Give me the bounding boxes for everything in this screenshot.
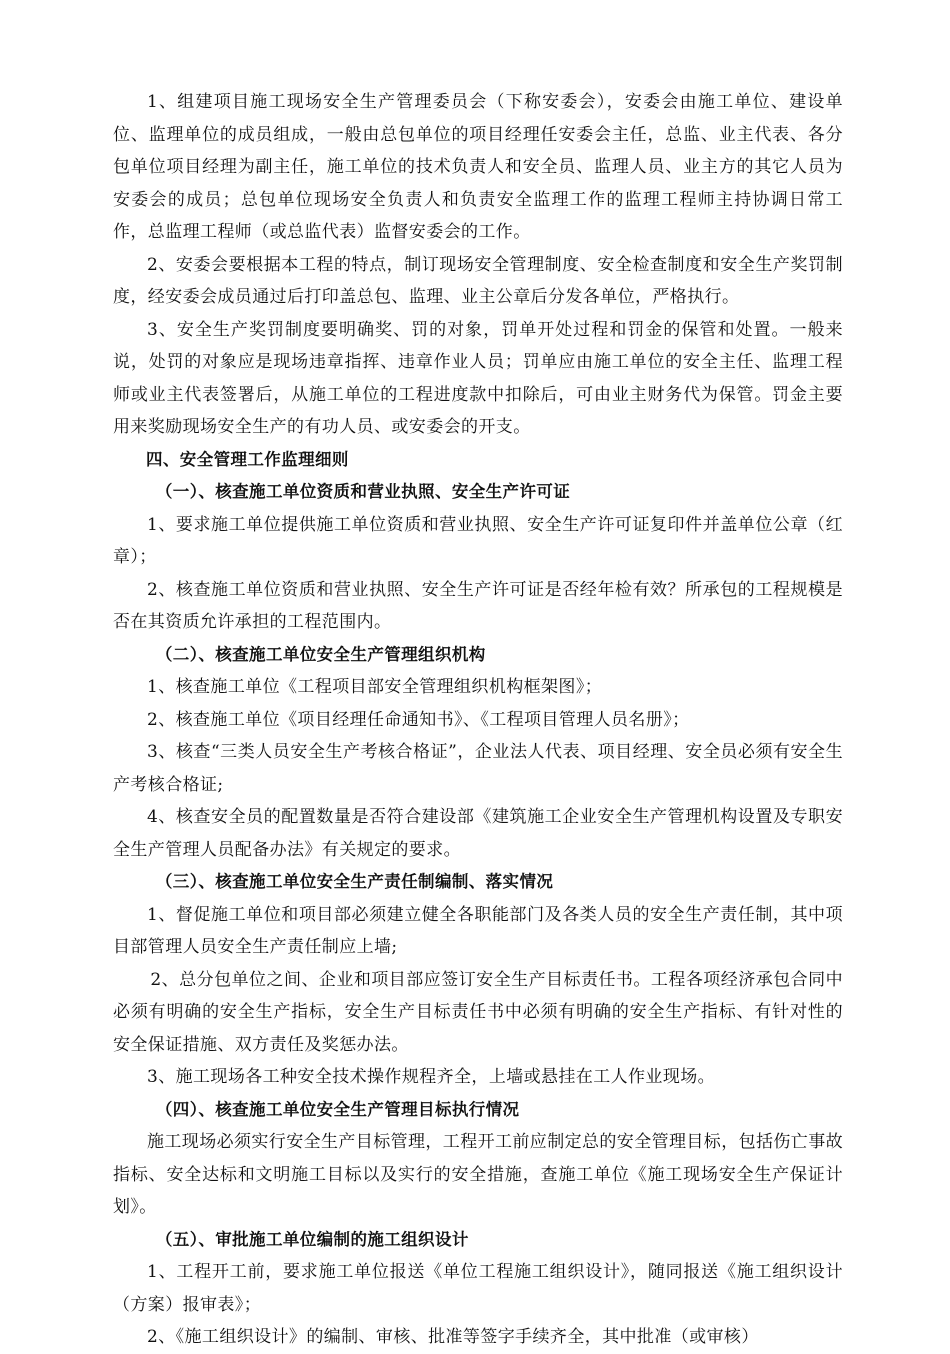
paragraph: 施工现场必须实行安全生产目标管理，工程开工前应制定总的安全管理目标，包括伤亡事故指标、安全达标和文明施工目标以及实行的安全措施，查施工单位《施工现场安全生产保证计划》。: [113, 1132, 843, 1217]
subsection-heading: （一）、核查施工单位资质和营业执照、安全生产许可证: [155, 482, 571, 501]
subsection-heading: （三）、核查施工单位安全生产责任制编制、落实情况: [155, 872, 554, 891]
section-heading: 四、安全管理工作监理细则: [146, 449, 349, 469]
subsection-heading: （五）、审批施工单位编制的施工组织设计: [155, 1229, 469, 1249]
paragraph: 2、核查施工单位《项目经理任命通知书》、《工程项目管理人员名册》；: [147, 709, 690, 730]
paragraph: 2、安委会要根据本工程的特点，制订现场安全管理制度、安全检查制度和安全生产奖罚制度，经安委会成员通过后打印盖总包、监理、业主公章后分发各单位，严格执行。: [113, 254, 843, 307]
paragraph: 1、工程开工前，要求施工单位报送《单位工程施工组织设计》，随同报送《施工组织设计（方案）报审表》；: [113, 1262, 843, 1315]
paragraph: 3、安全生产奖罚制度要明确奖、罚的对象，罚单开处过程和罚金的保管和处置。一般来说，处罚的对象应是现场违章指挥、违章作业人员；罚单应由施工单位的安全主任、监理工程师或业主代表签署后，从施工单位的工程进度款中扣除后，可由业主财务代为保管。罚金主要用来奖励现场安全生产的有功人员、或安委会的开支。: [113, 319, 843, 437]
paragraph: 1、组建项目施工现场安全生产管理委员会（下称安委会），安委会由施工单位、建设单位、监理单位的成员组成，一般由总包单位的项目经理任安委会主任，总监、业主代表、各分包单位项目经理为副主任，施工单位的技术负责人和安全员、监理人员、业主方的其它人员为安委会的成员；总包单位现场安全负责人和负责安全监理工作的监理工程师主持协调日常工作，总监理工程师（或总监代表）监督安委会的工作。: [113, 92, 843, 242]
document-page: [113, 86, 843, 1354]
paragraph: 2、《施工组织设计》的编制、审核、批准等签字手续齐全，其中批准（或审核）: [147, 1327, 759, 1347]
paragraph: 1、核查施工单位《工程项目部安全管理组织机构框架图》；: [147, 677, 603, 697]
paragraph: 3、核查“三类人员安全生产考核合格证”，企业法人代表、项目经理、安全员必须有安全生产考核合格证;: [113, 742, 843, 795]
subsection-heading: （四）、核查施工单位安全生产管理目标执行情况: [155, 1099, 520, 1119]
paragraph: 4、核查安全员的配置数量是否符合建设部《建筑施工企业安全生产管理机构设置及专职安全生产管理人员配备办法》有关规定的要求。: [113, 807, 843, 860]
paragraph: 1、督促施工单位和项目部必须建立健全各职能部门及各类人员的安全生产责任制，其中项目部管理人员安全生产责任制应上墙;: [113, 904, 843, 957]
subsection-heading: （二）、核查施工单位安全生产管理组织机构: [155, 644, 486, 664]
paragraph: 2、核查施工单位资质和营业执照、安全生产许可证是否经年检有效？所承包的工程规模是否在其资质允许承担的工程范围内。: [113, 579, 843, 632]
paragraph: 3、施工现场各工种安全技术操作规程齐全，上墙或悬挂在工人作业现场。: [147, 1067, 716, 1087]
paragraph: 1、要求施工单位提供施工单位资质和营业执照、安全生产许可证复印件并盖单位公章（红章）；: [113, 514, 843, 567]
paragraph: 2、总分包单位之间、企业和项目部应签订安全生产目标责任书。工程各项经济承包合同中必须有明确的安全生产指标，安全生产目标责任书中必须有明确的安全生产指标、有针对性的安全保证措施、双方责任及奖惩办法。: [113, 969, 843, 1055]
